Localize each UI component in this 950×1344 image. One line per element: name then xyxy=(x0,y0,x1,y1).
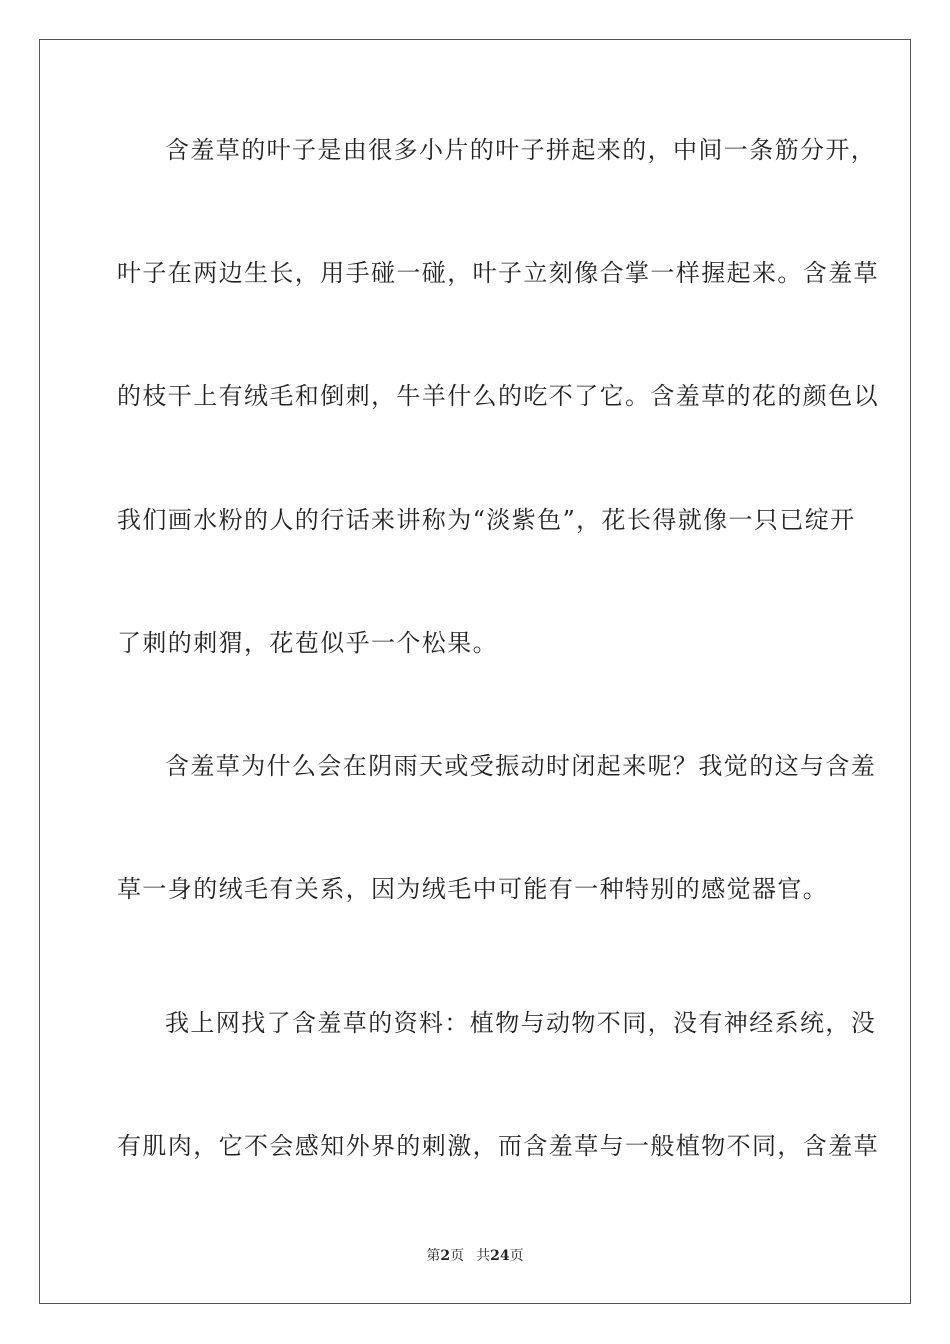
footer-total-suffix: 页 xyxy=(509,1248,524,1264)
paragraph-3-line-2: 有肌肉，它不会感知外界的刺激，而含羞草与一般植物不同，含羞草 xyxy=(117,1132,879,1160)
page-border xyxy=(39,39,911,1304)
paragraph-2-line-2: 草一身的绒毛有关系，因为绒毛中可能有一种特别的感觉器官。 xyxy=(117,875,829,903)
paragraph-1-line-5: 了刺的刺猬，花苞似乎一个松果。 xyxy=(117,629,498,657)
footer-page-number: 2 xyxy=(440,1248,451,1264)
footer-page-suffix: 页 xyxy=(450,1248,465,1264)
paragraph-1-line-3: 的枝干上有绒毛和倒刺，牛羊什么的吃不了它。含羞草的花的颜色以 xyxy=(117,382,879,410)
paragraph-2-line-1: 含羞草为什么会在阴雨天或受振动时闭起来呢？我觉的这与含羞 xyxy=(165,752,877,780)
footer-total-prefix: 共 xyxy=(476,1248,491,1264)
paragraph-3-line-1: 我上网找了含羞草的资料：植物与动物不同，没有神经系统，没 xyxy=(165,1009,877,1037)
paragraph-1-line-2: 叶子在两边生长，用手碰一碰，叶子立刻像合掌一样握起来。含羞草 xyxy=(117,259,879,287)
paragraph-1-line-1: 含羞草的叶子是由很多小片的叶子拼起来的，中间一条筋分开， xyxy=(165,136,877,164)
footer-page-prefix: 第 xyxy=(426,1248,441,1264)
footer-total-pages: 24 xyxy=(490,1248,510,1264)
paragraph-1-line-4: 我们画水粉的人的行话来讲称为“淡紫色”，花长得就像一只已绽开 xyxy=(117,506,856,534)
page-footer xyxy=(0,1247,950,1265)
